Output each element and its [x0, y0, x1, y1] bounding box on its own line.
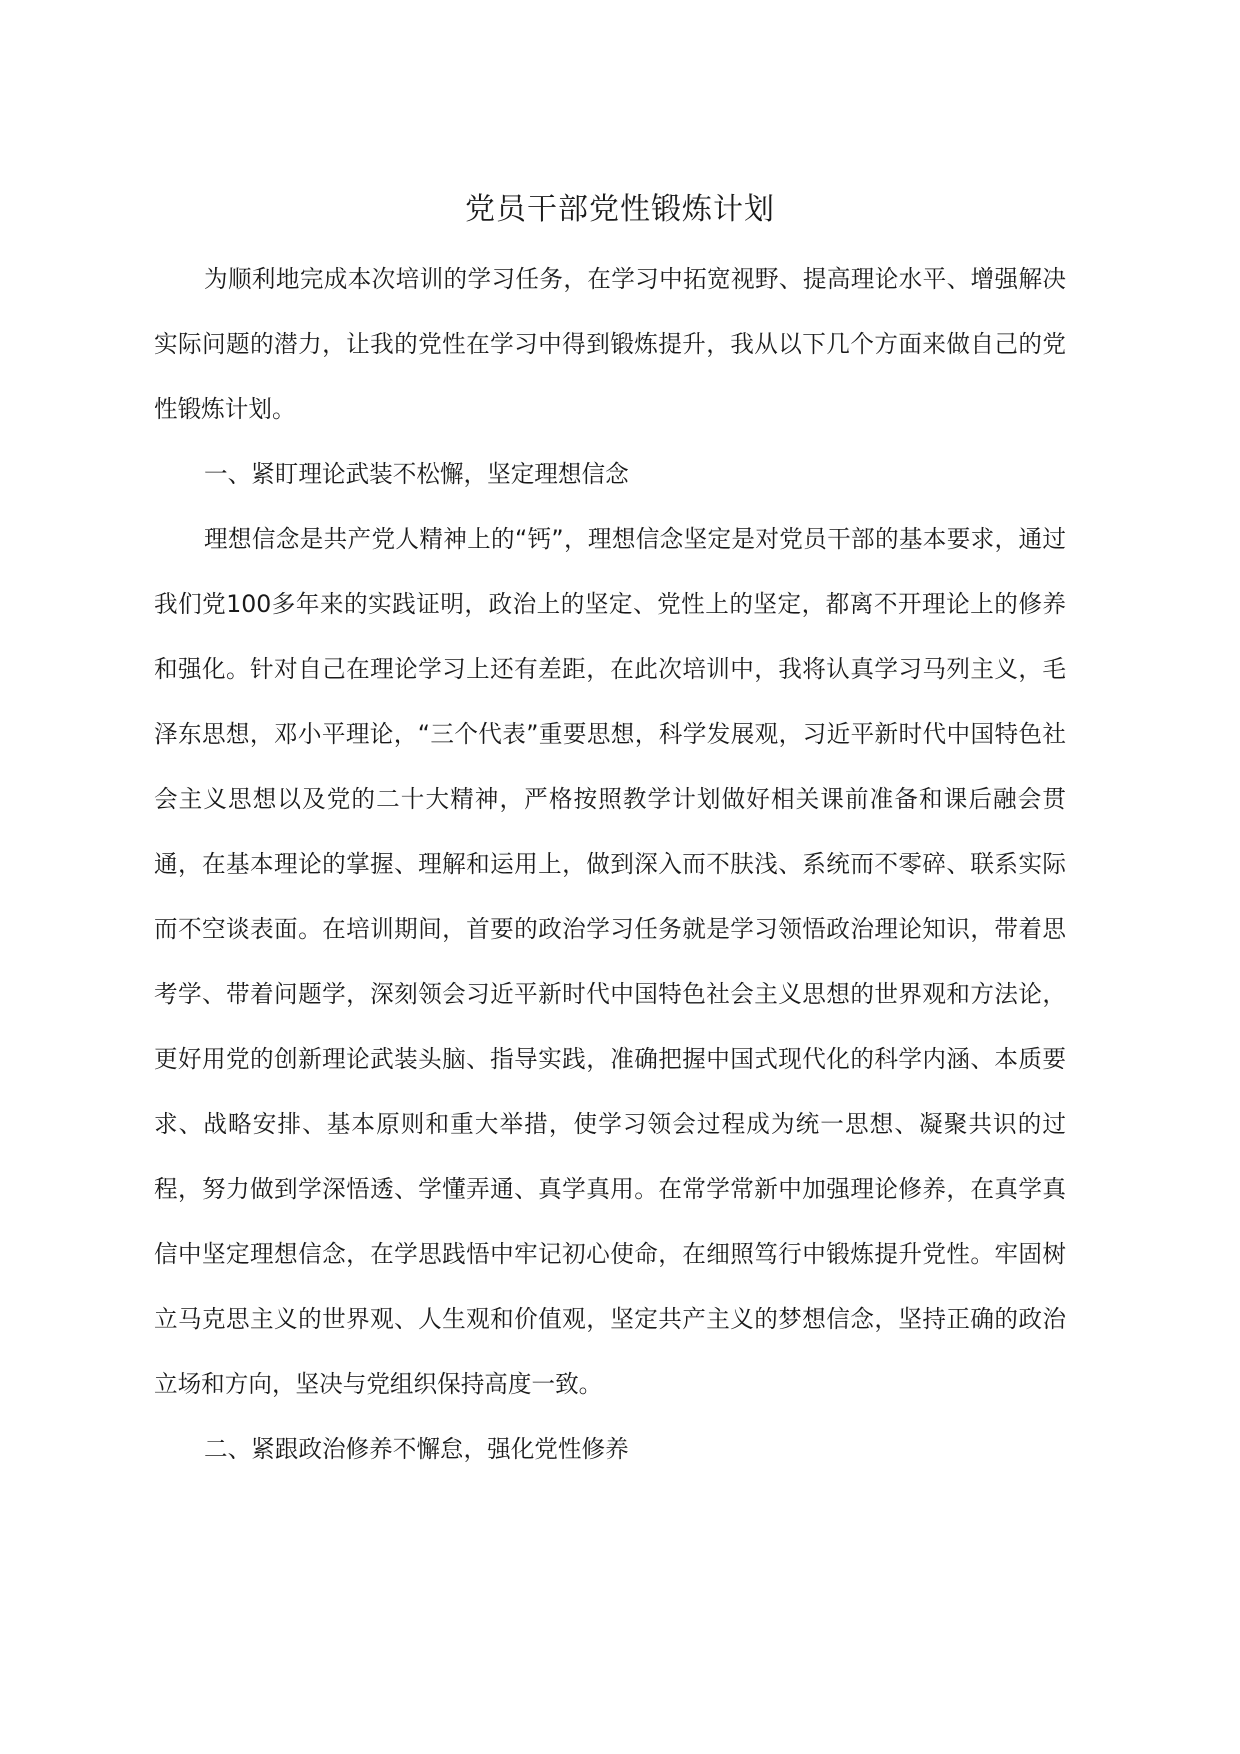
section-paragraph-1: 理想信念是共产党人精神上的“钙”，理想信念坚定是对党员干部的基本要求，通过我们党100多年来的实践证明，政治上的坚定、党性上的坚定，都离不开理论上的修养和强化。针对自己在理论学习上还有差距，在此次培训中，我将认真学习马列主义，毛泽东思想，邓小平理论，“三个代表”重要思想，科学发展观，习近平新时代中国特色社会主义思想以及党的二十大精神，严格按照教学计划做好相关课前准备和课后融会贯通，在基本理论的掌握、理解和运用上，做到深入而不肤浅、系统而不零碎、联系实际而不空谈表面。在培训期间，首要的政治学习任务就是学习领悟政治理论知识，带着思考学、带着问题学，深刻领会习近平新时代中国特色社会主义思想的世界观和方法论，更好用党的创新理论武装头脑、指导实践，准确把握中国式现代化的科学内涵、本质要求、战略安排、基本原则和重大举措，使学习领会过程成为统一思想、凝聚共识的过程，努力做到学深悟透、学懂弄通、真学真用。在常学常新中加强理论修养，在真学真信中坚定理想信念，在学思践悟中牢记初心使命，在细照笃行中锻炼提升党性。牢固树立马克思主义的世界观、人生观和价值观，坚定共产主义的梦想信念，坚持正确的政治立场和方向，坚决与党组织保持高度一致。: [154, 525, 1066, 1398]
document-title: 党员干部党性锻炼计划: [465, 192, 775, 227]
document-body: [154, 247, 1066, 1482]
section-heading-2: 二、紧跟政治修养不懈怠，强化党性修养: [204, 1435, 629, 1463]
intro-paragraph: 为顺利地完成本次培训的学习任务，在学习中拓宽视野、提高理论水平、增强解决实际问题的潜力，让我的党性在学习中得到锻炼提升，我从以下几个方面来做自己的党性锻炼计划。: [154, 265, 1066, 423]
section-heading-1: 一、紧盯理论武装不松懈，坚定理想信念: [204, 460, 629, 488]
